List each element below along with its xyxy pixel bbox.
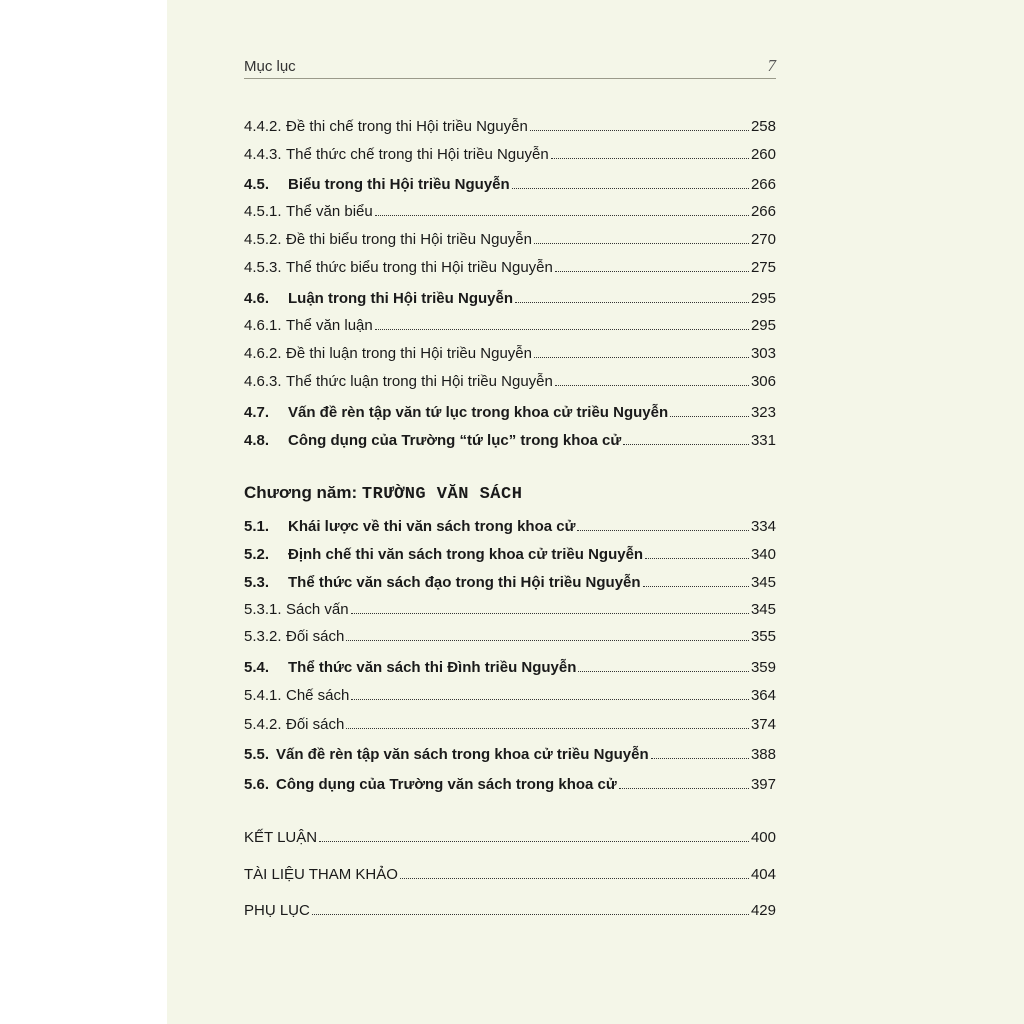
toc-page: 258	[750, 118, 776, 135]
toc-page: 306	[750, 373, 776, 390]
toc-number: 4.5.3.	[244, 259, 282, 276]
toc-leader	[577, 529, 749, 531]
toc-page: 275	[750, 259, 776, 276]
toc-entry	[244, 259, 776, 281]
toc-entry	[244, 404, 776, 426]
toc-number: 4.4.2.	[244, 118, 282, 135]
toc-number: 5.4.	[244, 659, 270, 676]
toc-number: 5.4.2.	[244, 716, 282, 733]
toc-leader	[346, 639, 749, 641]
toc-label: Định chế thi văn sách trong khoa cử triều Nguyễn	[288, 546, 644, 563]
toc-number: 5.1.	[244, 518, 270, 535]
toc-label: Đề thi luận trong thi Hội triều Nguyễn	[286, 345, 532, 362]
toc-leader	[346, 727, 749, 729]
toc-leader	[555, 270, 749, 272]
toc-entry	[244, 373, 776, 395]
toc-entry	[244, 176, 776, 198]
toc-number: 5.5.	[244, 746, 270, 763]
toc-entry	[244, 746, 776, 768]
toc-label: Chế sách	[286, 687, 350, 704]
toc-leader	[578, 670, 749, 672]
toc-entry	[244, 628, 776, 650]
toc-entry	[244, 687, 776, 709]
toc-leader	[312, 913, 749, 915]
toc-leader	[319, 840, 749, 842]
toc-entry	[244, 574, 776, 596]
toc-number: 4.5.1.	[244, 203, 282, 220]
toc-entry	[244, 203, 776, 225]
toc-entry	[244, 776, 776, 798]
toc-page: 400	[750, 829, 776, 846]
toc-label: Khái lược về thi văn sách trong khoa cử	[288, 518, 576, 535]
toc-entry	[244, 432, 776, 454]
toc-label: Thể thức văn sách đạo trong thi Hội triều Nguyễn	[288, 574, 641, 591]
toc-page: 374	[750, 716, 776, 733]
toc-leader	[400, 877, 749, 879]
toc-label: Đề thi biểu trong thi Hội triều Nguyễn	[286, 231, 532, 248]
toc-entry	[244, 866, 776, 888]
toc-leader	[351, 612, 749, 614]
toc-leader	[375, 328, 749, 330]
toc-number: 4.6.	[244, 290, 270, 307]
toc-label: Thể thức văn sách thi Đình triều Nguyễn	[288, 659, 577, 676]
toc-entry	[244, 716, 776, 738]
toc-label: Thể văn luận	[286, 317, 373, 334]
toc-number: 4.6.3.	[244, 373, 282, 390]
toc-label: Vấn đề rèn tập văn tứ lục trong khoa cử triều Nguyễn	[288, 404, 669, 421]
toc-page: 404	[750, 866, 776, 883]
toc-entry	[244, 829, 776, 851]
toc-leader	[351, 698, 749, 700]
toc-label: Đối sách	[286, 716, 345, 733]
toc-number: 4.5.	[244, 176, 270, 193]
toc-number: 5.6.	[244, 776, 270, 793]
toc-leader	[534, 356, 749, 358]
toc-number: 5.3.	[244, 574, 270, 591]
chapter-heading	[244, 483, 522, 504]
toc-leader	[555, 384, 749, 386]
toc-page: 429	[750, 902, 776, 919]
toc-number: 4.5.2.	[244, 231, 282, 248]
toc-entry	[244, 317, 776, 339]
toc-leader	[512, 187, 749, 189]
header-title: Mục lục	[244, 58, 296, 75]
toc-page: 345	[750, 601, 776, 618]
toc-page: 340	[750, 546, 776, 563]
toc-page: 266	[750, 176, 776, 193]
toc-leader	[515, 301, 749, 303]
toc-page: 334	[750, 518, 776, 535]
toc-entry	[244, 345, 776, 367]
toc-label: PHỤ LỤC	[244, 902, 310, 919]
toc-number: 4.6.1.	[244, 317, 282, 334]
toc-number: 4.4.3.	[244, 146, 282, 163]
toc-leader	[534, 242, 749, 244]
toc-number: 4.8.	[244, 432, 270, 449]
toc-label: Thể thức chế trong thi Hội triều Nguyễn	[286, 146, 549, 163]
chapter-title: TRƯỜNG VĂN SÁCH	[361, 485, 523, 504]
toc-number: 5.3.1.	[244, 601, 282, 618]
toc-label: Biểu trong thi Hội triều Nguyễn	[288, 176, 510, 193]
toc-page: 295	[750, 290, 776, 307]
toc-page: 388	[750, 746, 776, 763]
toc-entry	[244, 601, 776, 623]
toc-label: Vấn đề rèn tập văn sách trong khoa cử triều Nguyễn	[276, 746, 649, 763]
toc-number: 5.3.2.	[244, 628, 282, 645]
toc-entry	[244, 659, 776, 681]
toc-leader	[643, 585, 749, 587]
toc-page: 331	[750, 432, 776, 449]
toc-leader	[670, 415, 749, 417]
toc-number: 5.2.	[244, 546, 270, 563]
page-header	[244, 56, 776, 79]
toc-number: 4.7.	[244, 404, 270, 421]
toc-entry	[244, 231, 776, 253]
toc-leader	[530, 129, 749, 131]
chapter-prefix: Chương năm:	[244, 483, 362, 502]
toc-label: Sách vấn	[286, 601, 349, 618]
toc-label: Công dụng của Trường “tứ lục” trong khoa cử	[288, 432, 622, 449]
toc-page: 266	[750, 203, 776, 220]
header-page-number: 7	[767, 56, 776, 75]
toc-page: 323	[750, 404, 776, 421]
toc-entry	[244, 146, 776, 168]
toc-label: TÀI LIỆU THAM KHẢO	[244, 866, 398, 883]
toc-leader	[375, 214, 749, 216]
toc-entry	[244, 902, 776, 924]
toc-page: 355	[750, 628, 776, 645]
toc-number: 4.6.2.	[244, 345, 282, 362]
toc-leader	[623, 443, 749, 445]
toc-entry	[244, 546, 776, 568]
toc-label: Đề thi chế trong thi Hội triều Nguyễn	[286, 118, 528, 135]
toc-entry	[244, 118, 776, 140]
toc-label: Luận trong thi Hội triều Nguyễn	[288, 290, 513, 307]
toc-page: 359	[750, 659, 776, 676]
toc-page: 260	[750, 146, 776, 163]
toc-label: Công dụng của Trường văn sách trong khoa cử	[276, 776, 617, 793]
toc-entry	[244, 290, 776, 312]
toc-page: 270	[750, 231, 776, 248]
toc-leader	[619, 787, 749, 789]
toc-label: Thể văn biểu	[286, 203, 373, 220]
toc-leader	[651, 757, 749, 759]
toc-entry	[244, 518, 776, 540]
toc-leader	[645, 557, 749, 559]
toc-page: 295	[750, 317, 776, 334]
toc-page: 397	[750, 776, 776, 793]
toc-label: KẾT LUẬN	[244, 829, 318, 846]
toc-number: 5.4.1.	[244, 687, 282, 704]
toc-page: 303	[750, 345, 776, 362]
toc-page: 364	[750, 687, 776, 704]
toc-label: Thể thức luận trong thi Hội triều Nguyễn	[286, 373, 553, 390]
toc-label: Đối sách	[286, 628, 345, 645]
toc-page: 345	[750, 574, 776, 591]
toc-leader	[551, 157, 749, 159]
toc-label: Thể thức biểu trong thi Hội triều Nguyễn	[286, 259, 553, 276]
